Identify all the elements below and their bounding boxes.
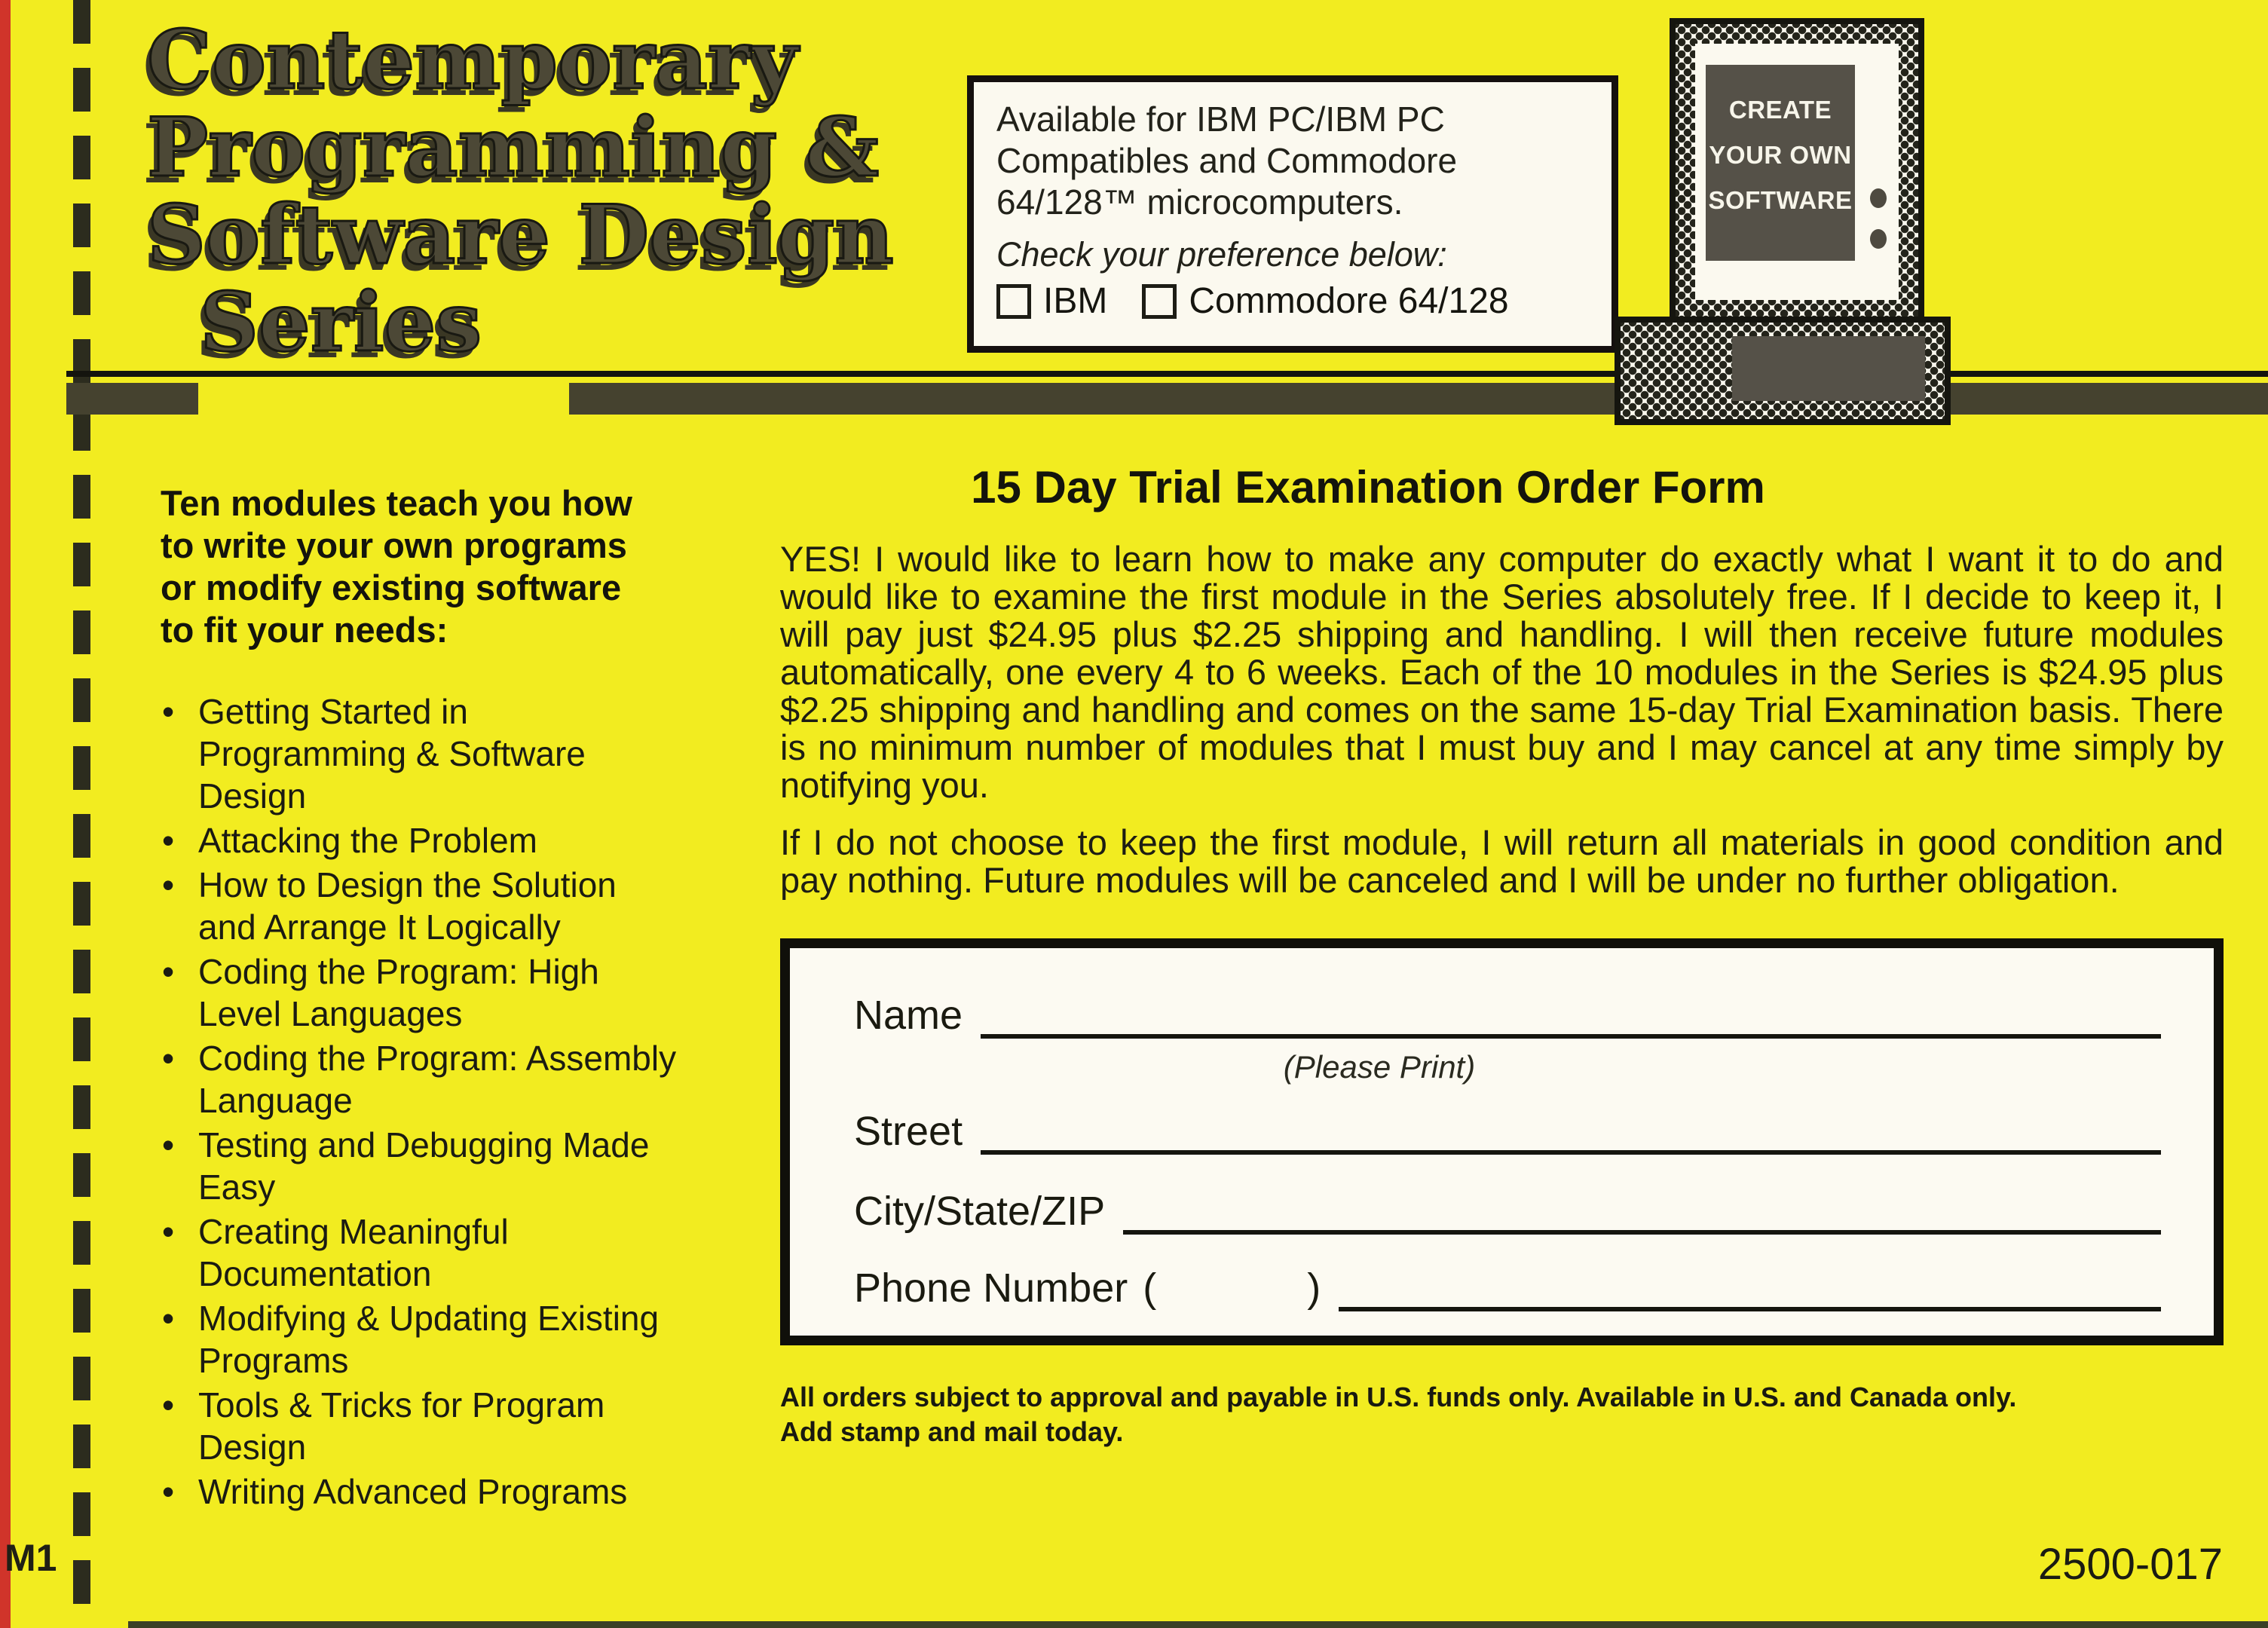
disk-drive-slot	[1732, 336, 1925, 401]
please-print-note: (Please Print)	[1283, 1049, 1476, 1085]
preference-instruction: Check your preference below:	[996, 235, 1447, 274]
ibm-checkbox[interactable]	[996, 284, 1031, 319]
module-list-item: • Getting Started in Programming & Software Design	[161, 690, 681, 817]
footer-line: Add stamp and mail today.	[780, 1416, 1124, 1447]
computer-illustration	[1615, 18, 1951, 418]
module-list	[161, 690, 681, 1513]
phone-field-row	[854, 1265, 2161, 1311]
module-list-item: • Modifying & Updating Existing Programs	[161, 1297, 681, 1382]
phone-close-paren: )	[1307, 1265, 1321, 1311]
order-form-title: 15 Day Trial Examination Order Form	[971, 462, 1765, 513]
phone-field-label: Phone Number	[854, 1265, 1128, 1311]
name-input-line[interactable]	[981, 993, 2161, 1039]
order-form-paragraph: YES! I would like to learn how to make any computer do exactly what I want it to do and would like to examine the first module in the Series absolutely free. If I decide to keep it, I will pay just $24.95 plus $2.25 shipping and handling. I will then receive future modules automatically, one every 4 to 6 weeks. Each of the 10 modules in the Series is $24.95 plus $2.25 shipping and handling and comes on the same 15-day Trial Examination basis. There is no minimum number of modules that I must buy and I may cancel at any time simply by notifying you.	[780, 539, 2224, 805]
module-list-item: • Coding the Program: Assembly Language	[161, 1037, 681, 1122]
computer-monitor	[1670, 18, 1924, 326]
modules-sidebar	[161, 482, 733, 1515]
commodore-option[interactable]	[1142, 280, 1508, 322]
order-form-paragraph: If I do not choose to keep the first module, I will return all materials in good condition and pay nothing. Future modules will be canceled and I will be under no further obligation.	[780, 822, 2224, 900]
city-input-line[interactable]	[1123, 1189, 2161, 1235]
card-code: M1	[5, 1537, 57, 1579]
computer-base	[1615, 317, 1951, 425]
logo-line: Programming &	[147, 100, 880, 195]
ibm-option-label: IBM	[1043, 281, 1108, 321]
module-list-item: • How to Design the Solution and Arrange It Logically	[161, 864, 681, 948]
sidebar-intro-line: Ten modules teach you how	[161, 483, 632, 523]
module-list-item: • Creating Meaningful Documentation	[161, 1210, 681, 1295]
screen-text-line: YOUR OWN	[1709, 141, 1852, 169]
ibm-option[interactable]	[996, 280, 1107, 322]
availability-box	[967, 75, 1618, 353]
form-number: 2500-017	[2037, 1540, 2223, 1589]
module-list-item: • Attacking the Problem	[161, 819, 681, 861]
availability-text-line: Available for IBM PC/IBM PC	[996, 99, 1445, 139]
series-logo	[147, 13, 894, 370]
sidebar-intro-line: to write your own programs	[161, 525, 627, 565]
monitor-bezel	[1695, 44, 1899, 300]
screen-text-line: SOFTWARE	[1708, 186, 1853, 214]
phone-open-paren: (	[1143, 1265, 1157, 1311]
sidebar-intro-line: or modify existing software	[161, 568, 622, 607]
logo-line: Software Design	[147, 188, 894, 283]
name-field-label: Name	[854, 993, 963, 1038]
street-input-line[interactable]	[981, 1109, 2161, 1155]
sidebar-intro	[161, 482, 733, 651]
monitor-knob-icon	[1870, 188, 1887, 208]
screen-text-line: CREATE	[1728, 96, 1832, 124]
order-terms-footer	[780, 1380, 2107, 1449]
module-list-item: • Writing Advanced Programs	[161, 1470, 681, 1513]
perforation-dash-line	[73, 0, 90, 1628]
phone-input-line[interactable]	[1339, 1266, 2161, 1311]
module-list-item: • Tools & Tricks for Program Design	[161, 1384, 681, 1468]
street-field-row	[854, 1108, 2161, 1155]
commodore-option-label: Commodore 64/128	[1189, 281, 1509, 321]
logo-line: Contemporary	[147, 13, 798, 108]
address-form-box	[780, 938, 2224, 1345]
sidebar-intro-line: to fit your needs:	[161, 610, 448, 650]
module-list-item: • Coding the Program: High Level Languages	[161, 950, 681, 1035]
footer-line: All orders subject to approval and payable in U.S. funds only. Available in U.S. and Canada only.	[780, 1382, 2017, 1412]
bottom-edge-line	[128, 1621, 2268, 1628]
city-field-label: City/State/ZIP	[854, 1189, 1106, 1234]
availability-text-line: Compatibles and Commodore	[996, 141, 1458, 180]
monitor-knob-icon	[1870, 229, 1887, 249]
module-list-item: • Testing and Debugging Made Easy	[161, 1124, 681, 1208]
city-field-row	[854, 1188, 2161, 1235]
divider-bar-left	[66, 383, 198, 415]
name-field-row	[854, 992, 2161, 1039]
availability-text-line: 64/128™ microcomputers.	[996, 182, 1403, 222]
divider-bar-main	[569, 383, 2268, 415]
computer-screen	[1706, 65, 1855, 261]
commodore-checkbox[interactable]	[1142, 284, 1177, 319]
logo-line-series: Series	[200, 275, 482, 370]
left-red-edge	[0, 0, 11, 1628]
street-field-label: Street	[854, 1109, 963, 1154]
preference-options	[996, 280, 1589, 322]
order-form-section	[780, 461, 2224, 1449]
